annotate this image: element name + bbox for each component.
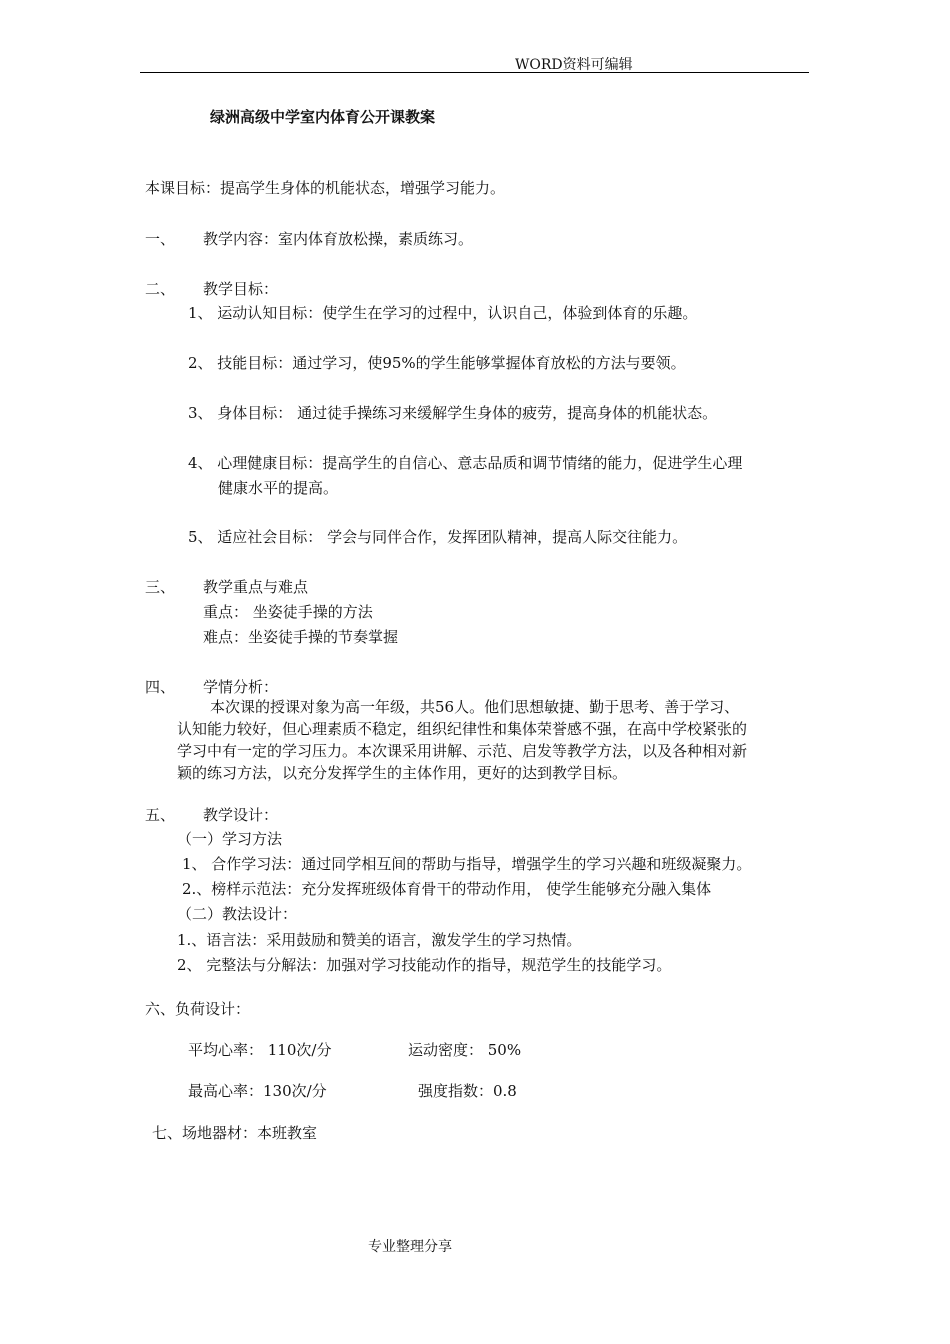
lesson-goal: 本课目标：提高学生身体的机能状态，增强学习能力。 [145,179,506,197]
method-item: 1、 合作学习法：通过同学相互间的帮助与指导，增强学生的学习兴趣和班级凝聚力。 [182,855,752,873]
method-item: 1.、语言法：采用鼓励和赞美的语言，激发学生的学习热情。 [177,931,582,949]
page-footer: 专业整理分享 [368,1239,452,1255]
objective-item: 3、 身体目标： 通过徒手操练习来缓解学生身体的疲劳，提高身体的机能状态。 [188,404,718,422]
method-item: 2、 完整法与分解法：加强对学习技能动作的指导，规范学生的技能学习。 [177,956,672,974]
section-4-number: 四、 [145,678,176,696]
exercise-density: 运动密度： 50% [408,1041,522,1059]
section-1-text: 教学内容：室内体育放松操，素质练习。 [203,230,474,248]
header-rule [140,72,809,73]
subsection-heading: （二）教法设计： [177,905,298,923]
section-3-number: 三、 [145,578,176,596]
section-6-heading: 六、负荷设计： [145,1000,251,1018]
section-2-heading: 教学目标： [203,280,279,298]
page-header: WORD资料可编辑 [515,57,633,73]
objective-item: 2、 技能目标：通过学习，使95%的学生能够掌握体育放松的方法与要领。 [188,354,686,372]
difficult-point: 难点：坐姿徒手操的节奏掌握 [203,628,399,646]
analysis-line: 本次课的授课对象为高一年级，共56人。他们思想敏捷、勤于思考、善于学习、 [210,698,740,716]
section-5-heading: 教学设计： [203,806,279,824]
objective-item: 5、 适应社会目标： 学会与同伴合作，发挥团队精神，提高人际交往能力。 [188,528,688,546]
section-3-heading: 教学重点与难点 [203,578,309,596]
objective-item: 4、 心理健康目标：提高学生的自信心、意志品质和调节情绪的能力，促进学生心理 [188,454,743,472]
section-7-heading: 七、场地器材：本班教室 [152,1124,318,1142]
method-item: 2.、榜样示范法：充分发挥班级体育骨干的带动作用， 使学生能够充分融入集体 [182,880,712,898]
subsection-heading: （一）学习方法 [177,830,283,848]
analysis-line: 学习中有一定的学习压力。本次课采用讲解、示范、启发等教学方法，以及各种相对新 [177,742,748,760]
analysis-line: 颖的练习方法，以充分发挥学生的主体作用，更好的达到教学目标。 [177,764,628,782]
key-point: 重点： 坐姿徒手操的方法 [203,603,373,621]
objective-item: 1、 运动认知目标：使学生在学习的过程中，认识自己，体验到体育的乐趣。 [188,304,698,322]
max-heart-rate: 最高心率：130次/分 [188,1082,327,1100]
section-5-number: 五、 [145,806,176,824]
objective-item-continuation: 健康水平的提高。 [218,479,339,497]
section-1-number: 一、 [145,230,176,248]
document-title: 绿洲高级中学室内体育公开课教案 [210,108,436,126]
section-4-heading: 学情分析： [203,678,279,696]
average-heart-rate: 平均心率： 110次/分 [188,1041,332,1059]
analysis-line: 认知能力较好，但心理素质不稳定，组织纪律性和集体荣誉感不强，在高中学校紧张的 [177,720,748,738]
intensity-index: 强度指数：0.8 [418,1082,517,1100]
section-2-number: 二、 [145,280,176,298]
